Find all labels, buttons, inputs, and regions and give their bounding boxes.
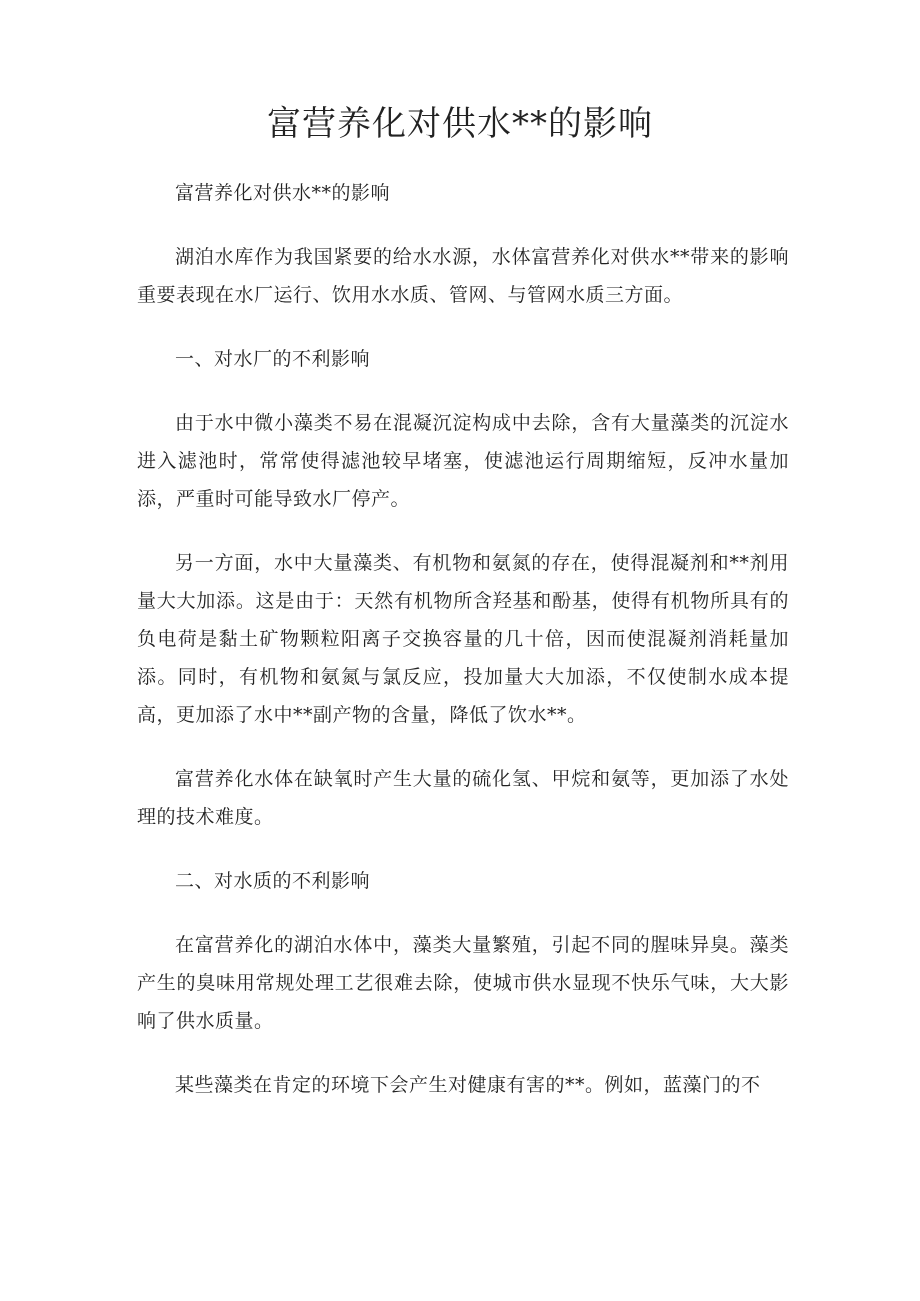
paragraph-coagulant-usage: 另一方面，水中大量藻类、有机物和氨氮的存在，使得混凝剂和**剂用量大大加添。这是由于：天然有机物所含羟基和酚基，使得有机物所具有的负电荷是黏土矿物颗粒阳离子交换容量的几十倍，因而使混凝剂消耗量加添。同时，有机物和氨氮与氯反应，投加量大大加添，不仅使制水成本提高，更加添了水中**副产物的含量，降低了饮水**。	[137, 552, 789, 726]
section-heading-water-quality: 二、对水质的不利影响	[175, 870, 371, 892]
section-heading-water-plant: 一、对水厂的不利影响	[175, 348, 371, 370]
paragraph-odor: 在富营养化的湖泊水体中，藻类大量繁殖，引起不同的腥味异臭。藻类产生的臭味用常规处理工艺很难去除，使城市供水显现不快乐气味，大大影响了供水质量。	[137, 934, 789, 1032]
paragraph-subtitle: 富营养化对供水**的影响	[175, 182, 391, 204]
paragraph-toxins: 某些藻类在肯定的环境下会产生对健康有害的**。例如，蓝藻门的不	[175, 1074, 761, 1096]
paragraph-intro: 湖泊水库作为我国紧要的给水水源，水体富营养化对供水**带来的影响重要表现在水厂运行、饮用水水质、管网、与管网水质三方面。	[137, 246, 789, 306]
paragraph-anoxic-byproducts: 富营养化水体在缺氧时产生大量的硫化氢、甲烷和氨等，更加添了水处理的技术难度。	[137, 768, 789, 828]
document-body	[137, 174, 789, 1130]
document-title: 富营养化对供水**的影响	[267, 104, 653, 144]
paragraph-filter-clogging: 由于水中微小藻类不易在混凝沉淀构成中去除，含有大量藻类的沉淀水进入滤池时，常常使得滤池较早堵塞，使滤池运行周期缩短，反冲水量加添，严重时可能导致水厂停产。	[137, 412, 789, 510]
